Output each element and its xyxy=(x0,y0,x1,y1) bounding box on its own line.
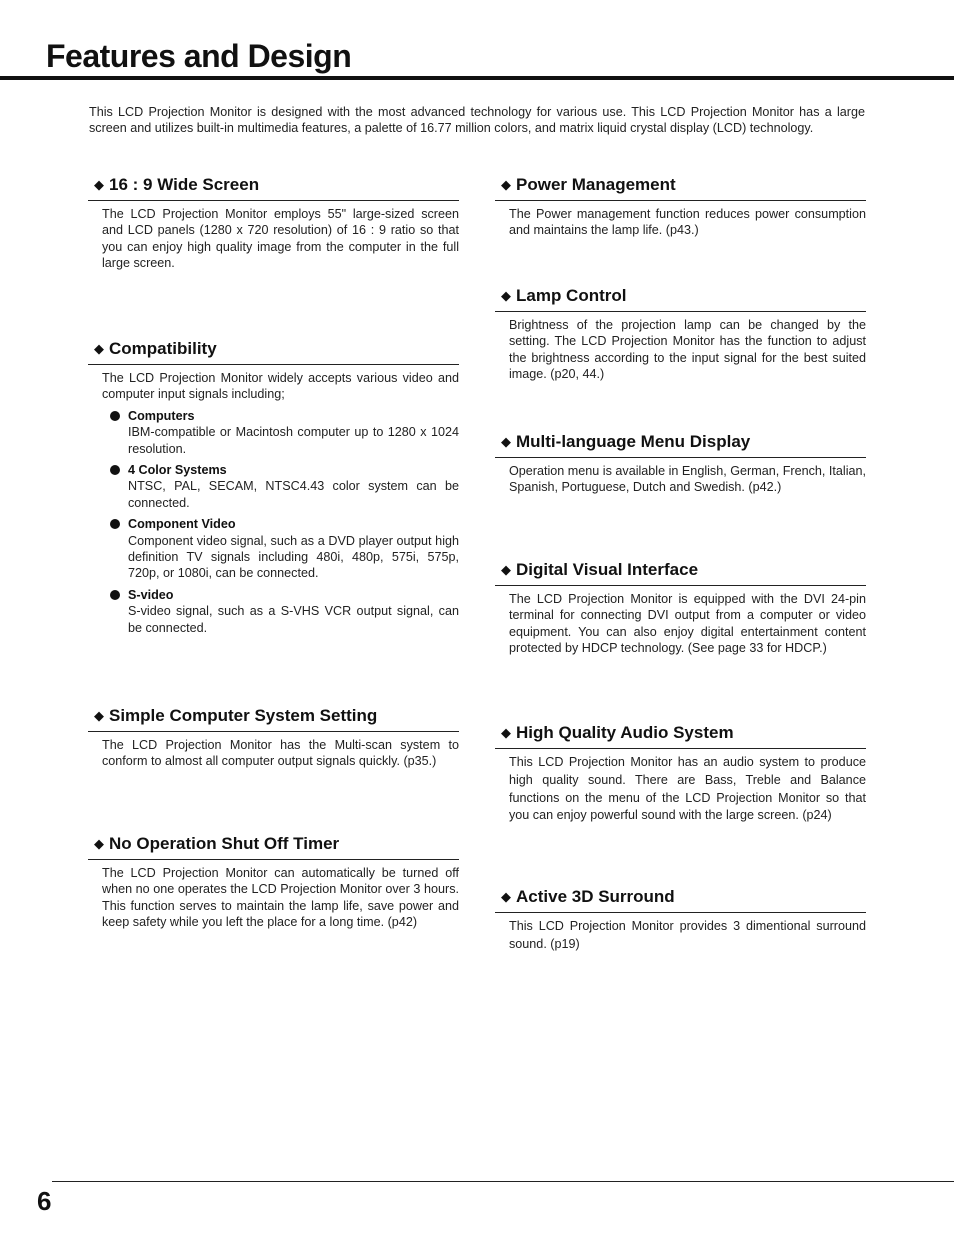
section-body: The LCD Projection Monitor employs 55" large-sized screen and LCD panels (1280 x 720 resolution) of 16 : 9 ratio so that you can enjoy high quality image from the computer in the full large screen. xyxy=(102,207,459,271)
item-desc: NTSC, PAL, SECAM, NTSC4.43 color system can be connected. xyxy=(128,479,459,510)
section-body: Brightness of the projection lamp can be changed by the setting. The LCD Projection Monitor has the function to adjust the brightness according to the input signal for the best suited image. (p20, 44.) xyxy=(509,318,866,382)
bullet-icon xyxy=(110,411,120,421)
section-heading xyxy=(495,886,866,913)
heading-text: Multi-language Menu Display xyxy=(516,432,751,451)
heading-text: Lamp Control xyxy=(516,286,627,305)
diamond-icon: ◆ xyxy=(501,177,511,192)
page-number: 6 xyxy=(37,1186,52,1216)
heading-text: Simple Computer System Setting xyxy=(109,706,378,725)
bullet-icon xyxy=(110,465,120,475)
item-title: Component Video xyxy=(128,517,236,532)
section-heading xyxy=(495,722,866,749)
section-body: This LCD Projection Monitor provides 3 dimentional surround sound. (p19) xyxy=(509,919,866,951)
section-body: The LCD Projection Monitor has the Multi-scan system to conform to almost all computer output signals quickly. (p35.) xyxy=(102,738,459,769)
bullet-icon xyxy=(110,519,120,529)
section-simple-setting xyxy=(88,705,459,770)
section-body: This LCD Projection Monitor has an audio system to produce high quality sound. There are Bass, Treble and Balance functions on the menu of the LCD Projection Monitor so that you can enjoy powerful sound with the large screen. (p24) xyxy=(509,755,866,823)
section-body: The LCD Projection Monitor can automatically be turned off when no one operates the LCD Projection Monitor over 3 hours. This function serves to maintain the lamp life, save power and keep safety while you left the place for a long time. (p42) xyxy=(102,866,459,930)
section-audio-system xyxy=(495,722,866,825)
section-heading xyxy=(88,174,459,201)
item-title: 4 Color Systems xyxy=(128,463,227,478)
item-desc: Component video signal, such as a DVD player output high definition TV signals including 480i, 480p, 575i, 575p, 720p, or 1080i, can be connected. xyxy=(128,533,459,581)
intro-paragraph: This LCD Projection Monitor is designed with the most advanced technology for various use. This LCD Projection Monitor has a large screen and utilizes built-in multimedia features, a palette of 16.77 million colors, and matrix liquid crystal display (LCD) technology. xyxy=(89,105,865,136)
section-heading xyxy=(495,559,866,586)
section-3d-surround xyxy=(495,886,866,954)
heading-text: No Operation Shut Off Timer xyxy=(109,834,340,853)
section-power-management xyxy=(495,174,866,239)
section-digital-visual-interface xyxy=(495,559,866,657)
heading-text: Power Management xyxy=(516,175,676,194)
section-heading xyxy=(495,431,866,458)
section-wide-screen xyxy=(88,174,459,272)
item-desc: IBM-compatible or Macintosh computer up to 1280 x 1024 resolution. xyxy=(128,425,459,456)
list-item xyxy=(110,516,459,582)
section-heading xyxy=(495,285,866,312)
section-body: Operation menu is available in English, German, French, Italian, Spanish, Portuguese, Dutch and Swedish. (p42.) xyxy=(509,464,867,495)
diamond-icon: ◆ xyxy=(501,434,511,449)
section-body: The Power management function reduces power consumption and maintains the lamp life. (p43.) xyxy=(509,207,866,238)
heading-text: 16 : 9 Wide Screen xyxy=(109,175,260,194)
list-item xyxy=(110,462,459,511)
section-heading xyxy=(88,833,459,860)
diamond-icon: ◆ xyxy=(501,288,511,303)
heading-text: Compatibility xyxy=(109,339,217,358)
section-compatibility xyxy=(88,338,459,636)
section-body: The LCD Projection Monitor is equipped with the DVI 24-pin terminal for connecting DVI output from a computer or video equipment. You can also enjoy digital entertainment content protected by HDCP technology. (See page 33 for HDCP.) xyxy=(509,592,866,656)
list-item xyxy=(110,587,459,636)
diamond-icon: ◆ xyxy=(94,341,104,356)
diamond-icon: ◆ xyxy=(94,708,104,723)
heading-text: Digital Visual Interface xyxy=(516,560,699,579)
section-shutoff-timer xyxy=(88,833,459,931)
bullet-icon xyxy=(110,590,120,600)
section-heading xyxy=(495,174,866,201)
item-title: Computers xyxy=(128,408,195,423)
diamond-icon: ◆ xyxy=(501,725,511,740)
diamond-icon: ◆ xyxy=(94,177,104,192)
page-title: Features and Design xyxy=(46,38,352,74)
diamond-icon: ◆ xyxy=(94,836,104,851)
item-desc: S-video signal, such as a S-VHS VCR output signal, can be connected. xyxy=(128,604,459,635)
footer-rule xyxy=(52,1181,954,1182)
heading-text: Active 3D Surround xyxy=(516,887,675,906)
section-heading xyxy=(88,338,459,365)
section-multi-language xyxy=(495,431,866,496)
diamond-icon: ◆ xyxy=(501,889,511,904)
heading-text: High Quality Audio System xyxy=(516,723,734,742)
title-rule xyxy=(0,76,954,80)
item-title: S-video xyxy=(128,587,174,602)
diamond-icon: ◆ xyxy=(501,562,511,577)
section-heading xyxy=(88,705,459,732)
section-body: The LCD Projection Monitor widely accepts various video and computer input signals including; xyxy=(102,371,459,402)
list-item xyxy=(110,408,459,457)
section-lamp-control xyxy=(495,285,866,383)
